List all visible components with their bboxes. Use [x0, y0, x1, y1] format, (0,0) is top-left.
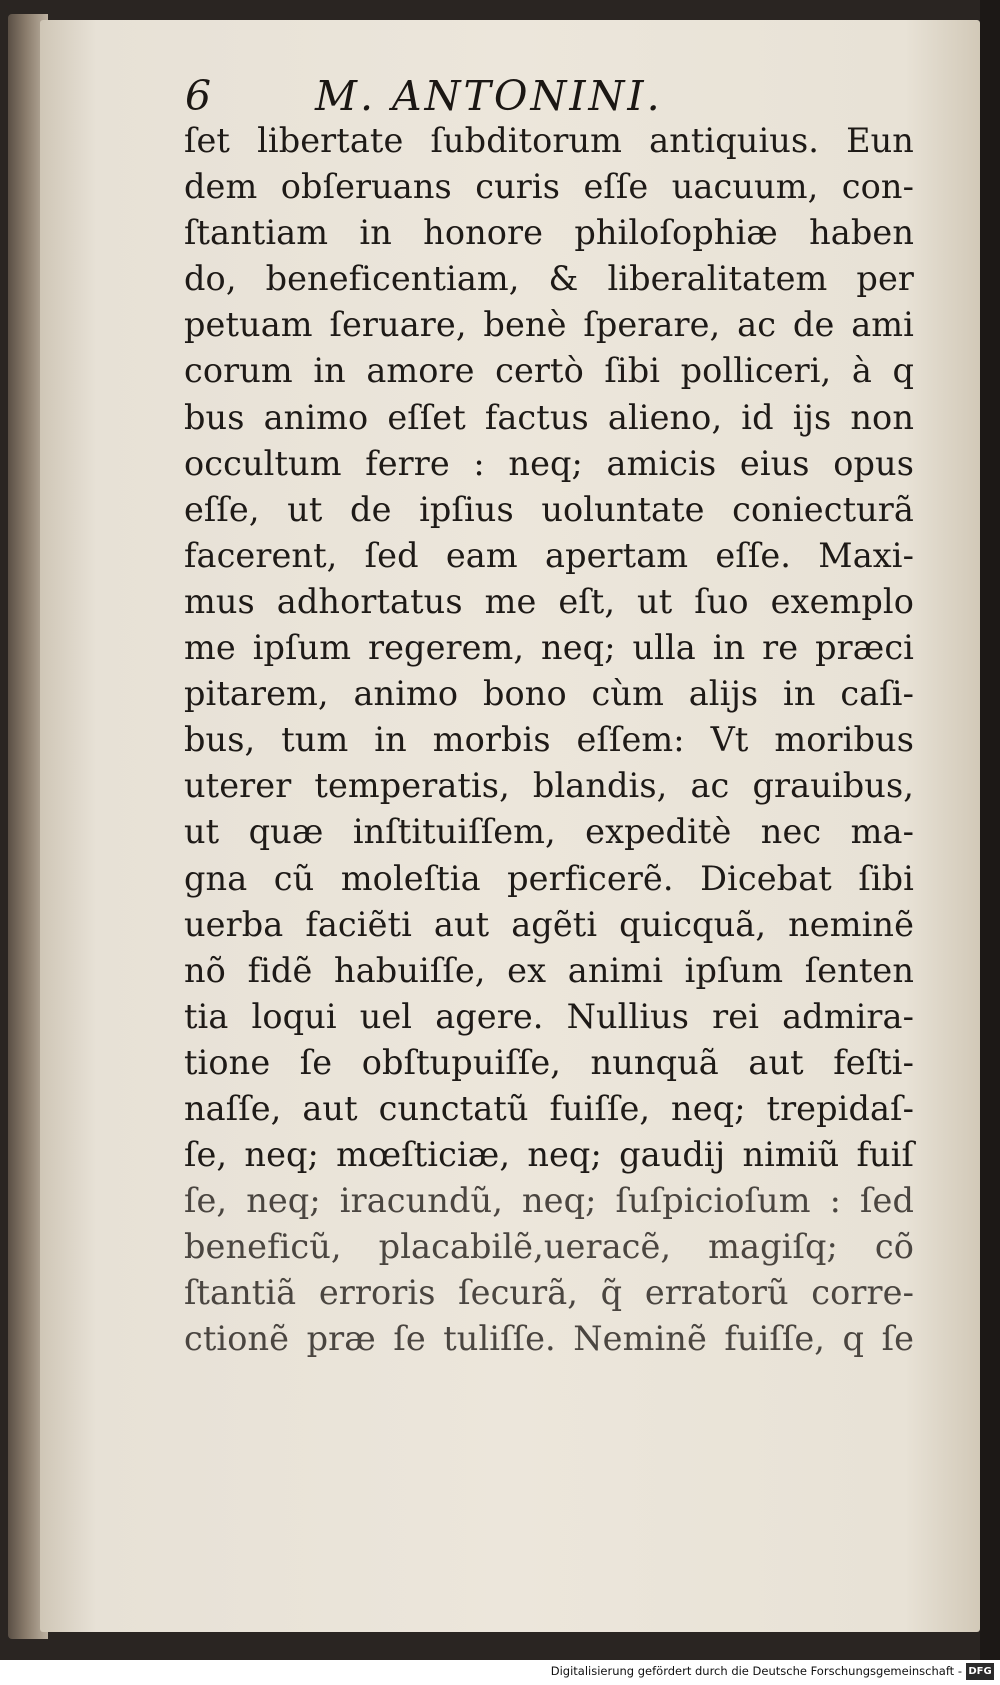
dfg-logo: DFG: [966, 1663, 994, 1680]
funding-credit: Digitalisierung gefördert durch die Deutsche Forschungsgemeinschaft -: [550, 1664, 962, 1678]
scan-right-edge: [980, 0, 1000, 1660]
text-line: ſet libertate ſubditorum antiquius. Eun: [184, 121, 914, 160]
text-line: me ipſum regerem, neq; ulla in re præci: [184, 628, 914, 668]
text-line: ſtantiã erroris ſecurã, q̃ erratorũ corre-: [184, 1273, 914, 1313]
text-line: ut quæ inſtituiſſem, expeditè nec ma-: [184, 812, 914, 852]
running-title: M. ANTONINI.: [315, 72, 663, 120]
text-line: tione ſe obſtupuiſſe, nunquã aut feſti-: [184, 1042, 914, 1082]
text-line: occultum ferre : neq; amicis eius opus: [184, 443, 914, 483]
text-line: nõ fidẽ habuiſſe, ex animi ipſum ſenten: [184, 950, 914, 990]
text-line: mus adhortatus me eſt, ut ſuo exemplo: [184, 581, 914, 621]
text-line: ſtantiam in honore philoſophiæ haben: [184, 213, 914, 253]
text-line: dem obſeruans curis eſſe uacuum, con-: [184, 167, 914, 207]
text-line: bus animo eſſet factus alieno, id ijs non: [184, 397, 914, 437]
text-line: gna cũ moleſtia perficerẽ. Dicebat ſibi: [184, 858, 914, 898]
text-line: tia loqui uel agere. Nullius rei admira-: [184, 996, 914, 1036]
text-line: beneficũ, placabilẽ,ueracẽ, magiſq; cõ: [184, 1227, 914, 1267]
text-line: pitarem, animo bono cùm alijs in caſi-: [184, 674, 914, 714]
text-line: ſe, neq; iracundũ, neq; ſuſpicioſum : ſed: [184, 1181, 914, 1221]
text-line: corum in amore certò ſibi polliceri, à q: [184, 351, 914, 391]
page-number: 6: [185, 72, 212, 120]
text-line: do, beneficentiam, & liberalitatem per: [184, 259, 914, 299]
digitization-footer: [0, 1660, 1000, 1685]
body-text: [184, 118, 914, 1363]
text-line: naſſe, aut cunctatũ fuiſſe, neq; trepidaſ-: [184, 1088, 914, 1128]
text-line: bus, tum in morbis eſſem: Vt moribus: [184, 720, 914, 760]
text-line: eſſe, ut de ipſius uoluntate coniecturã: [184, 489, 914, 529]
text-line: petuam ſeruare, benè ſperare, ac de ami: [184, 305, 914, 345]
text-line: ctionẽ præ ſe tuliſſe. Neminẽ fuiſſe, q ſe: [184, 1319, 914, 1359]
text-line: uterer temperatis, blandis, ac grauibus,: [184, 766, 914, 806]
text-line: uerba faciẽti aut agẽti quicquã, neminẽ: [184, 904, 914, 944]
text-line: ſe, neq; mœſticiæ, neq; gaudij nimiũ fuiſ: [184, 1135, 914, 1175]
text-line: facerent, ſed eam apertam eſſe. Maxi-: [184, 535, 914, 575]
